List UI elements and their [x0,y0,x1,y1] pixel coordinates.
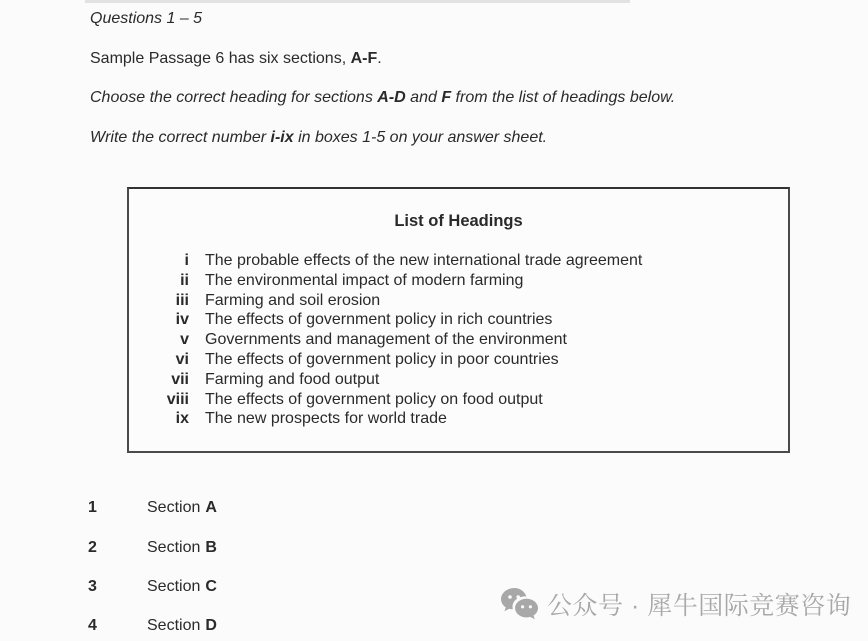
heading-text: The effects of government policy in poor countries [205,350,559,368]
heading-item [129,350,788,370]
answer-row [88,538,217,557]
heading-text: The environmental impact of modern farming [205,271,524,289]
heading-text: Governments and management of the environment [205,331,567,349]
passage-description-period: . [377,50,382,67]
answer-section-label: Section [147,499,201,516]
answer-section-letter: C [205,578,217,595]
answer-row [88,577,217,596]
passage-sections-range: A-F [350,50,378,67]
instruction-write-number [90,128,547,147]
instruction-choose-pre: Choose the correct heading for sections [90,89,378,106]
watermark-text: 公众号 · 犀牛国际竞赛咨询 [547,592,852,620]
answer-row [88,616,217,635]
questions-range-title: Questions 1 – 5 [90,10,203,27]
answer-number: 1 [88,499,97,516]
instruction-write-pre: Write the correct number [90,129,271,146]
heading-text: Farming and food output [205,370,380,388]
heading-item [129,251,788,271]
instruction-write-post: in boxes 1-5 on your answer sheet. [293,129,548,146]
heading-item [129,310,788,330]
answer-section-letter: A [205,499,217,516]
heading-numeral: i [184,252,189,269]
numerals-range: i-ix [270,129,294,146]
page-edge-artifact [85,0,630,3]
instruction-choose-heading [90,88,675,107]
instruction-choose-post: from the list of headings below. [451,89,676,106]
heading-text: Farming and soil erosion [205,291,381,309]
heading-item [129,370,788,390]
heading-item [129,271,788,291]
answer-section-label: Section [147,578,201,595]
heading-item [129,330,788,350]
heading-numeral: vii [171,370,189,388]
answer-number: 3 [88,578,97,595]
heading-text: The new prospects for world trade [205,410,447,428]
heading-text: The probable effects of the new international trade agreement [205,252,643,269]
headings-box [127,187,790,453]
heading-numeral: viii [166,390,189,408]
heading-numeral: v [180,331,189,349]
wechat-icon [500,587,540,621]
heading-item [129,409,788,429]
heading-numeral: ii [180,271,189,289]
headings-box-title: List of Headings [394,212,523,230]
answer-number: 4 [88,617,97,634]
heading-numeral: vi [175,350,189,368]
answer-section-label: Section [147,617,201,634]
answer-section-letter: B [205,539,217,556]
heading-numeral: ix [175,410,189,428]
passage-description-text: Sample Passage 6 has six sections, [90,50,351,67]
heading-text: The effects of government policy on food output [205,390,543,408]
section-f: F [441,89,452,106]
answer-row [88,498,217,517]
heading-item [129,390,788,410]
heading-numeral: iii [175,291,189,309]
instruction-choose-mid: and [405,89,442,106]
heading-item [129,291,788,311]
answer-number: 2 [88,539,97,556]
sections-a-d: A-D [377,89,406,106]
headings-list [129,251,788,429]
heading-numeral: iv [175,311,189,329]
passage-description [90,49,382,68]
answer-section-letter: D [205,617,217,634]
heading-text: The effects of government policy in rich countries [205,311,553,329]
answer-section-label: Section [147,539,201,556]
watermark [500,586,851,622]
